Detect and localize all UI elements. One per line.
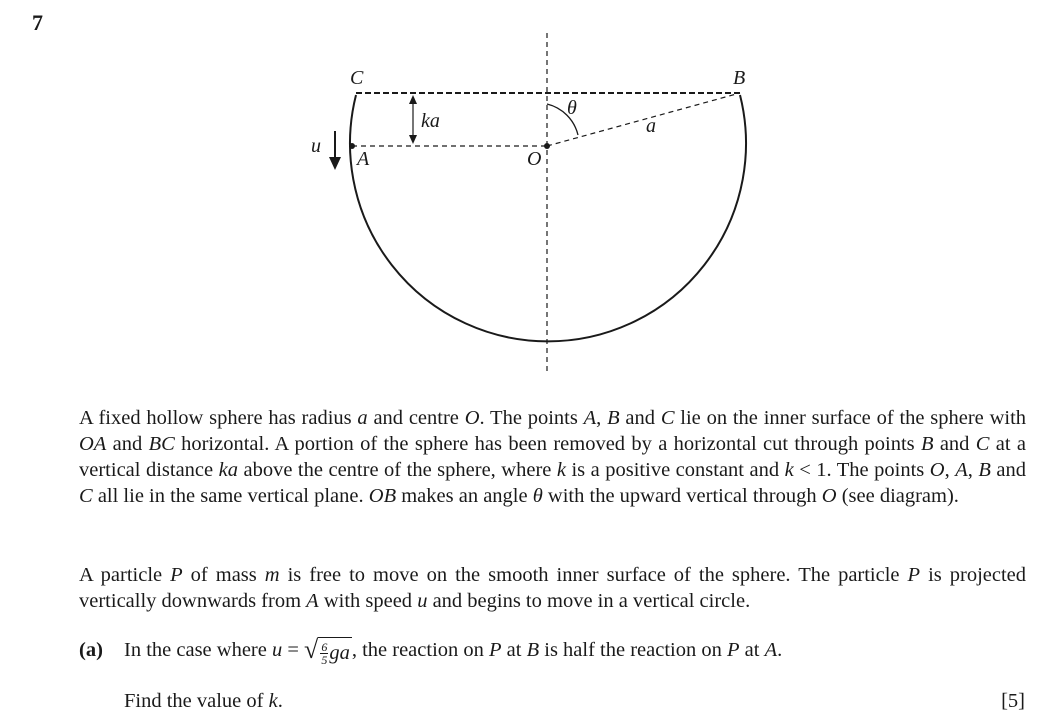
velocity-arrow-head [329,157,341,170]
part-a-pre-text: In the case where [124,639,272,662]
point-o [544,143,550,149]
part-a-u: u [271,639,283,662]
label-u: u [311,135,321,157]
label-theta: θ [567,97,577,119]
label-c: C [350,67,364,89]
ka-arrow-head-down [409,135,417,144]
ka-arrow-head-up [409,95,417,104]
question-number: 7 [32,10,43,35]
part-a-post-text: , the reaction on P at B is half the reaction on P at A. [351,639,783,662]
label-a: A [357,148,370,170]
sphere-arc [350,95,746,341]
part-a-marks: [5] [1001,690,1025,712]
point-a [349,143,355,149]
sqrt-sign-icon: √ [304,635,319,664]
part-a-label: (a) [79,639,103,662]
fraction-numerator: 6 [321,639,328,654]
paragraph-particle: A particle P of mass m is free to move on the smooth inner surface of the sphere. The particle P is projected vertically downwards from A with speed u and begins to move in a vertical circle. [79,564,1027,612]
paragraph-setup: A fixed hollow sphere has radius a and centre O. The points A, B and C lie on the inner surface of the sphere with OA and BC horizontal. A portion of the sphere has been removed by a horizontal cut through points B and C at a vertical distance ka above the centre of the sphere, where k is a positive constant and k < 1. The points O, A, B and C all lie in the same vertical plane. OB makes an angle θ with the upward vertical through O (see diagram). [79,407,1027,507]
part-a-equals: = [282,639,305,662]
fraction [320,641,328,666]
part-a-find: Find the value of k. [124,690,283,712]
label-ka: ka [421,110,440,132]
sqrt-expression [304,637,352,666]
label-o: O [527,148,542,170]
label-b: B [733,67,746,89]
sqrt-tail: ga [329,642,350,664]
label-a-radius: a [646,115,656,137]
part-a [79,637,1039,666]
fraction-denominator: 5 [321,652,328,667]
